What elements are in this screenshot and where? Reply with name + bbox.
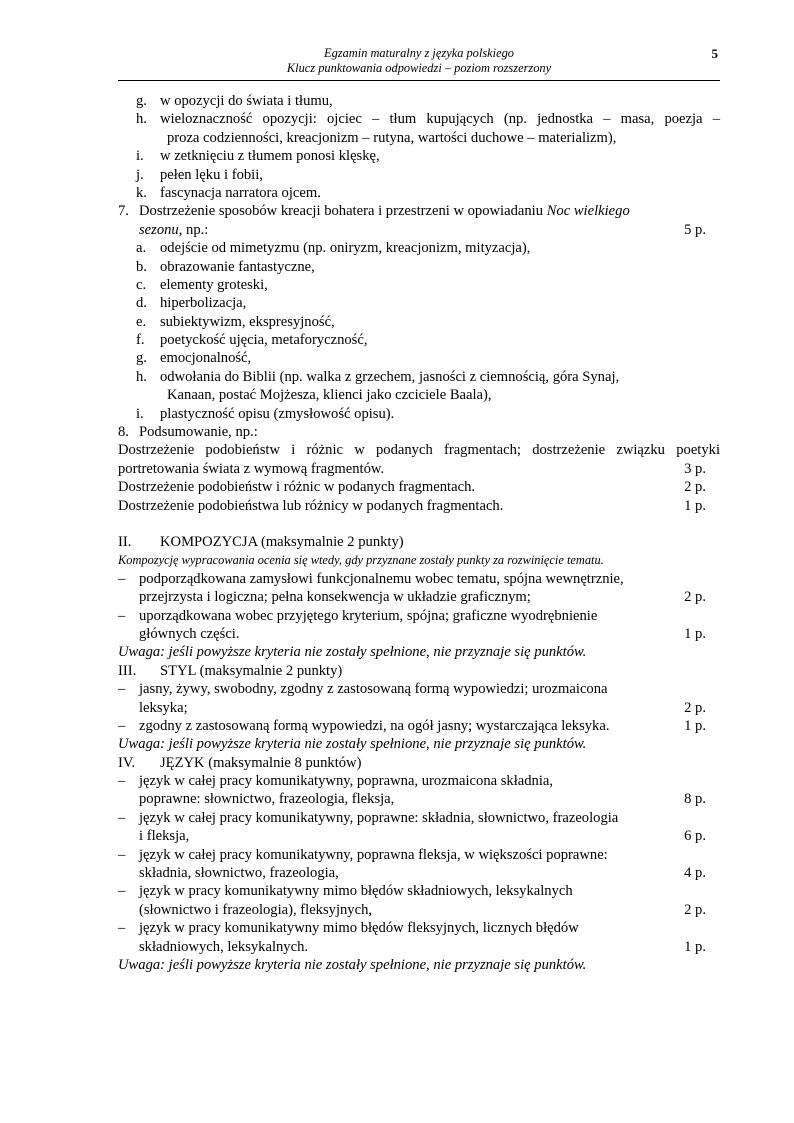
criterion-item-cont: składnia, słownictwo, frazeologia, 4 p. (139, 865, 706, 882)
list-item: b. obrazowanie fantastyczne, (136, 258, 315, 275)
list-item: k. fascynacja narratora ojcem. (136, 184, 321, 201)
criterion-item: – zgodny z zastosowaną formą wypowiedzi, na ogół jasny; wystarczająca leksyka. 1 p. (118, 717, 706, 734)
list-item-continuation: proza codzienności, kreacjonizm – rutyna, wartości duchowe – materializm), (167, 129, 617, 146)
criterion-item-cont: i fleksja, 6 p. (139, 828, 706, 845)
list-item-continuation: Kanaan, postać Mojżesza, klienci jako czciciele Baala), (167, 387, 492, 404)
criterion-7-heading-cont: sezonu, np.: 5 p. (139, 221, 706, 238)
criterion-item: – język w pracy komunikatywny mimo błędów składniowych, leksykalnych (118, 883, 573, 900)
page-number: 5 (711, 46, 718, 61)
criterion-item: – język w całej pracy komunikatywny, poprawne: składnia, słownictwo, frazeologia (118, 809, 619, 826)
section-heading-style: III. STYL (maksymalnie 2 punkty) (118, 662, 343, 679)
points: 1 p. (684, 717, 706, 734)
scoring-row: Dostrzeżenie podobieństw i różnic w podanych fragmentach. 2 p. (118, 479, 706, 496)
points: 2 p. (684, 699, 706, 716)
criterion-item-cont: składniowych, leksykalnych. 1 p. (139, 938, 706, 955)
warning-note: Uwaga: jeśli powyższe kryteria nie zostały spełnione, nie przyznaje się punktów. (118, 736, 587, 753)
points: 2 p. (684, 479, 706, 496)
header-key-title: Klucz punktowania odpowiedzi – poziom rozszerzony (286, 61, 552, 75)
criterion-8-heading: 8. Podsumowanie, np.: (118, 424, 258, 441)
page-header (118, 46, 720, 76)
section-heading-composition: II. KOMPOZYCJA (maksymalnie 2 punkty) (118, 533, 404, 550)
points: 5 p. (684, 221, 706, 238)
criterion-item: – podporządkowana zamysłowi funkcjonalnemu wobec tematu, spójna wewnętrznie, (118, 570, 624, 587)
criterion-item: – język w całej pracy komunikatywny, poprawna fleksja, w większości poprawne: (118, 846, 608, 863)
list-item: i. plastyczność opisu (zmysłowość opisu). (136, 405, 395, 422)
list-item: d. hiperbolizacja, (136, 295, 247, 312)
criterion-item-cont: poprawne: słownictwo, frazeologia, fleksja, 8 p. (139, 791, 706, 808)
list-item: g. w opozycji do świata i tłumu, (136, 93, 333, 109)
list-item: f. poetyckość ujęcia, metaforyczność, (136, 332, 368, 349)
warning-note: Uwaga: jeśli powyższe kryteria nie zostały spełnione, nie przyznaje się punktów. (118, 644, 587, 661)
warning-note: Uwaga: jeśli powyższe kryteria nie zostały spełnione, nie przyznaje się punktów. (118, 956, 587, 973)
list-item: e. subiektywizm, ekspresyjność, (136, 313, 335, 330)
section-note: Kompozycję wypracowania ocenia się wtedy, gdy przyznane zostały punkty za rozwinięcie tematu. (118, 553, 604, 568)
header-divider (118, 80, 720, 81)
points: 1 p. (684, 625, 706, 642)
scoring-row: Dostrzeżenie podobieństwa lub różnicy w podanych fragmentach. 1 p. (118, 497, 706, 514)
scoring-row: Dostrzeżenie podobieństw i różnic w podanych fragmentach; dostrzeżenie związku poetyki (118, 442, 720, 459)
list-item: c. elementy groteski, (136, 276, 268, 293)
points: 1 p. (684, 938, 706, 955)
points: 6 p. (684, 828, 706, 845)
points: 2 p. (684, 589, 706, 606)
criterion-7-heading: 7. Dostrzeżenie sposobów kreacji bohatera i przestrzeni w opowiadaniu Noc wielkiego (118, 203, 630, 220)
scoring-row-cont: portretowania świata z wymową fragmentów. 3 p. (118, 460, 706, 477)
points: 2 p. (684, 901, 706, 918)
list-item: h. wieloznaczność opozycji: ojciec – tłum kupujących (np. jednostka – masa, poezja – (136, 111, 720, 128)
points: 3 p. (684, 460, 706, 477)
criterion-item-cont: (słownictwo i frazeologia), fleksyjnych, 2 p. (139, 901, 706, 918)
criterion-item-cont: głównych części. 1 p. (139, 625, 706, 642)
list-item: g. emocjonalność, (136, 350, 252, 367)
list-item: h. odwołania do Biblii (np. walka z grzechem, jasności z ciemnością, góra Synaj, (136, 368, 620, 385)
list-item: i. w zetknięciu z tłumem ponosi klęskę, (136, 148, 380, 165)
criterion-item: – jasny, żywy, swobodny, zgodny z zastosowaną formą wypowiedzi; urozmaicona (118, 681, 608, 698)
criterion-item: – uporządkowana wobec przyjętego kryterium, spójna; graficzne wyodrębnienie (118, 607, 598, 624)
points: 1 p. (684, 497, 706, 514)
list-item: j. pełen lęku i fobii, (136, 166, 263, 183)
criterion-item: – język w całej pracy komunikatywny, poprawna, urozmaicona składnia, (118, 773, 554, 790)
criterion-item-cont: leksyka; 2 p. (139, 699, 706, 716)
section-heading-language: IV. JĘZYK (maksymalnie 8 punktów) (118, 754, 362, 771)
criterion-item: – język w pracy komunikatywny mimo błędów fleksyjnych, licznych błędów (118, 920, 579, 937)
criterion-item-cont: przejrzysta i logiczna; pełna konsekwencja w układzie graficznym; 2 p. (139, 589, 706, 606)
header-exam-title: Egzamin maturalny z języka polskiego (324, 46, 514, 60)
points: 4 p. (684, 865, 706, 882)
list-item: a. odejście od mimetyzmu (np. oniryzm, kreacjonizm, mityzacja), (136, 240, 531, 257)
points: 8 p. (684, 791, 706, 808)
document-body (118, 92, 720, 974)
